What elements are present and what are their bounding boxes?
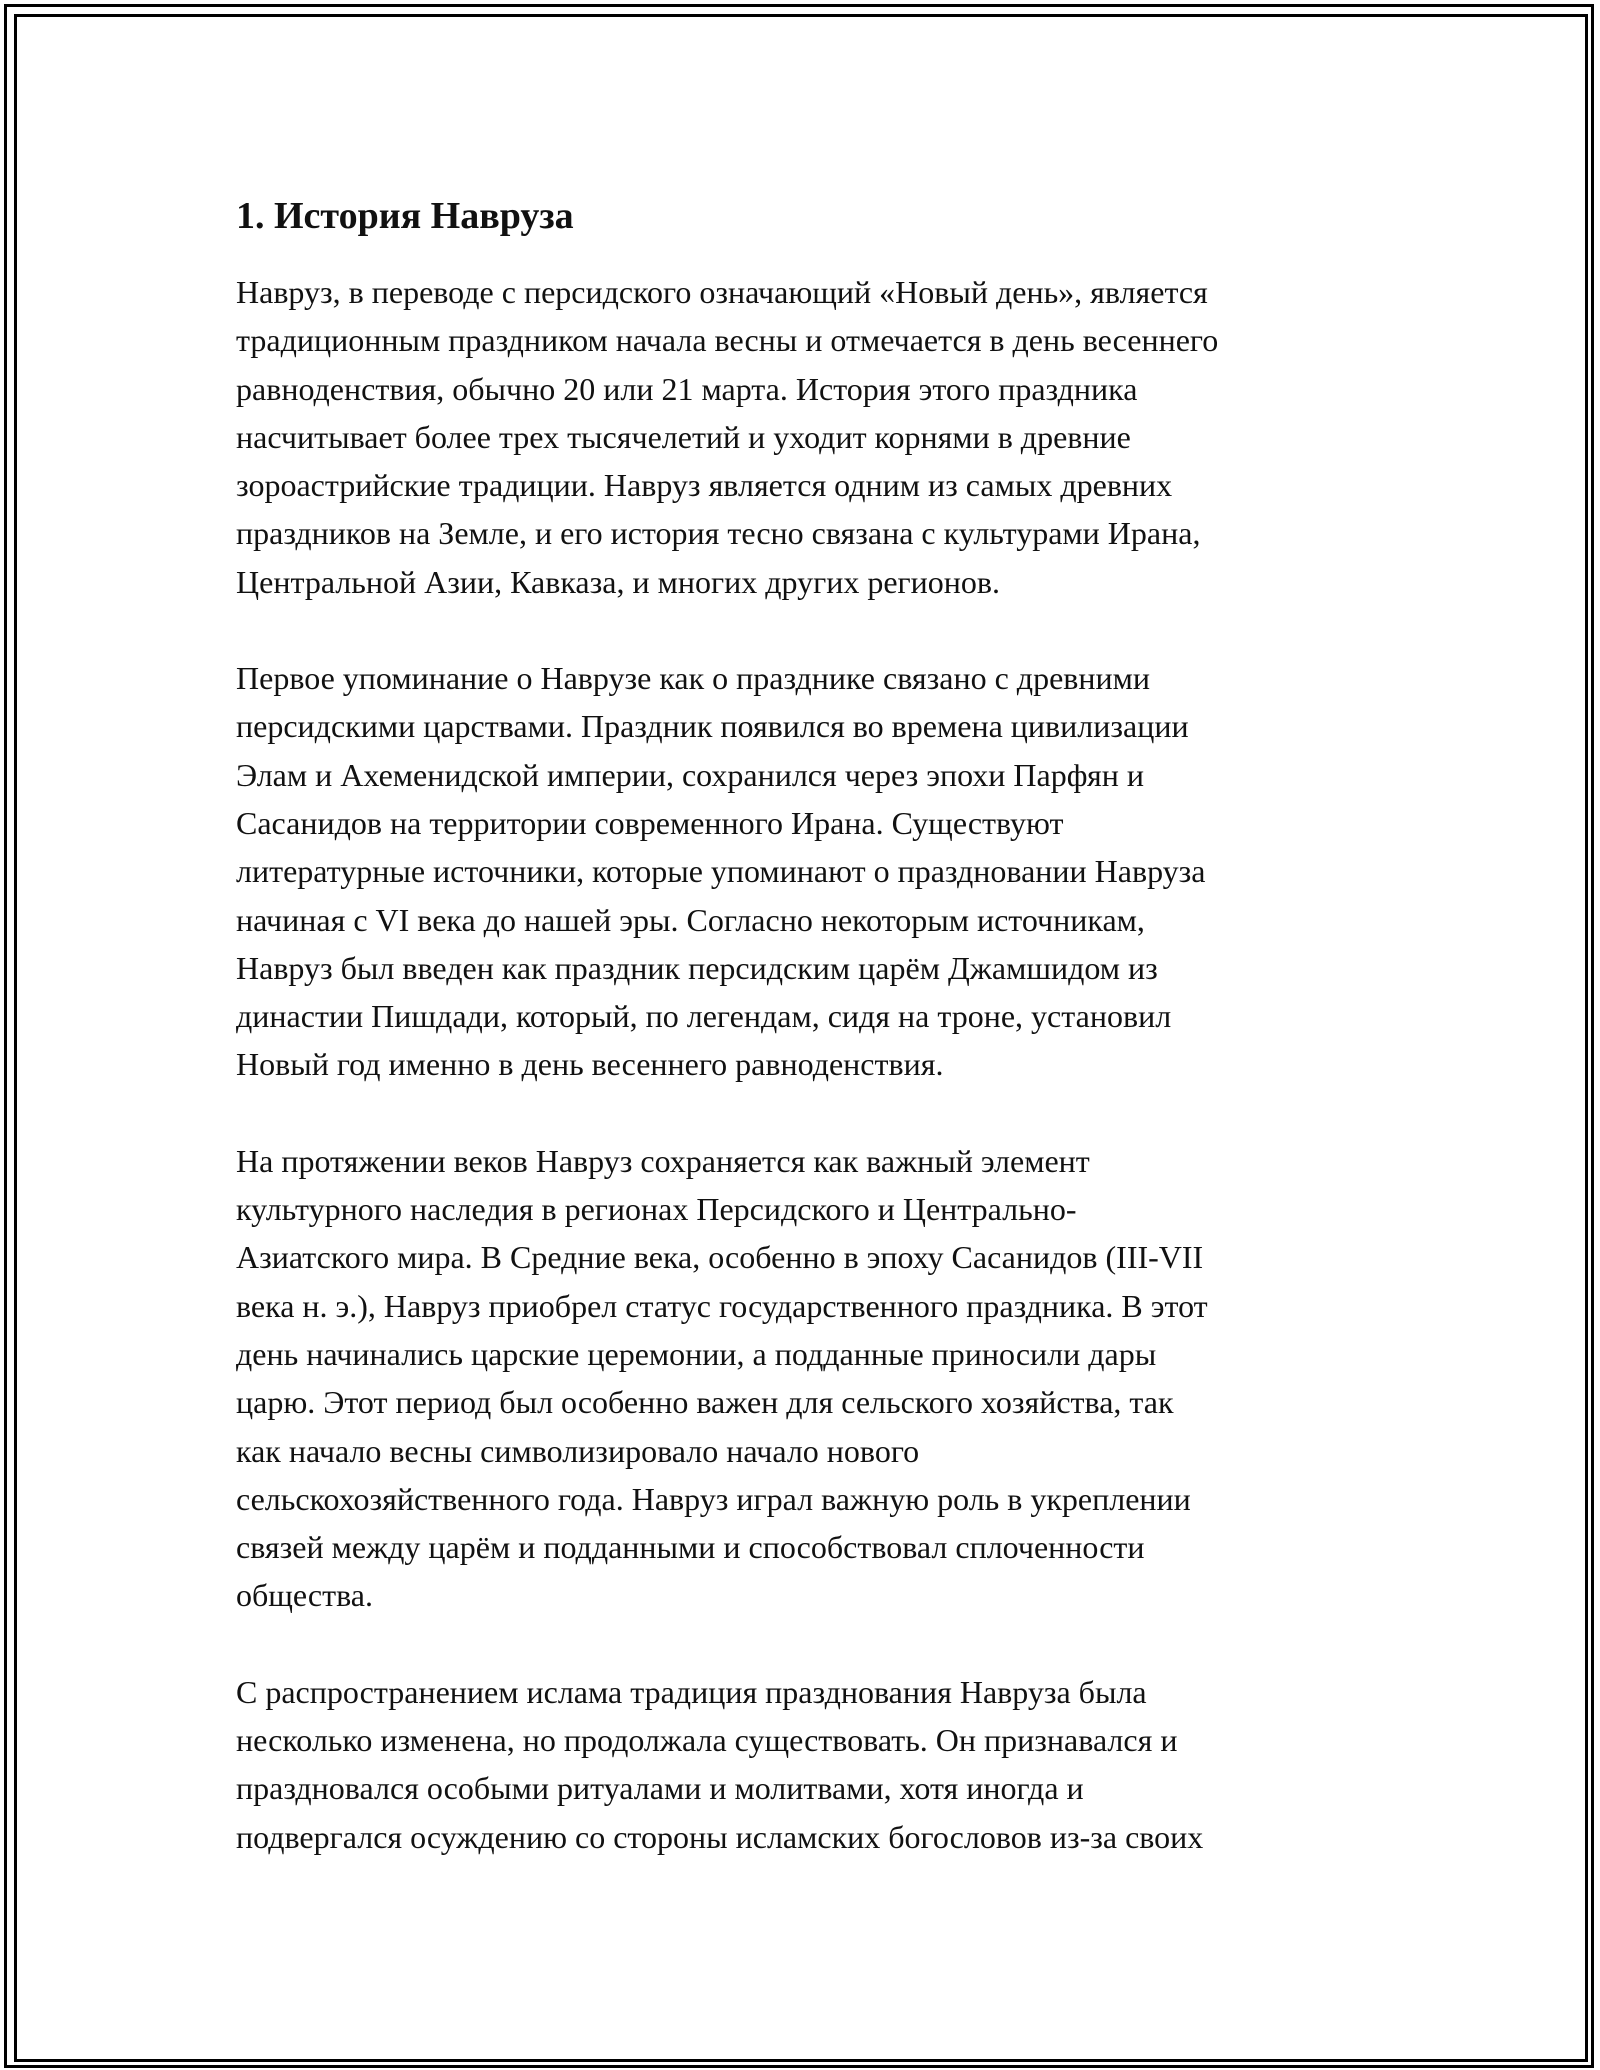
document-page — [236, 190, 1376, 1909]
text-line: праздников на Земле, и его история тесно связана с культурами Ирана, — [236, 515, 1201, 552]
text-line: сельскохозяйственного года. Навруз играл важную роль в укреплении — [236, 1480, 1191, 1517]
text-line: зороастрийские традиции. Навруз является одним из самых древних — [236, 467, 1173, 504]
text-line: Навруз, в переводе с персидского означающий «Новый день», является — [236, 274, 1208, 310]
text-line: праздновался особыми ритуалами и молитвами, хотя иногда и — [236, 1770, 1084, 1807]
text-line: Азиатского мира. В Средние века, особенно в эпоху Сасанидов (III-VII — [236, 1239, 1204, 1276]
text-line: Новый год именно в день весеннего равноденствия. — [236, 1046, 944, 1083]
text-line: Сасанидов на территории современного Ирана. Существуют — [236, 804, 1064, 841]
paragraph-4 — [236, 1668, 1376, 1861]
text-line: Первое упоминание о Наврузе как о празднике связано с древними — [236, 660, 1150, 697]
text-line: литературные источники, которые упоминают о праздновании Навруза — [236, 853, 1206, 890]
text-line: несколько изменена, но продолжала существовать. Он признавался и — [236, 1722, 1178, 1759]
section-heading: 1. История Навруза — [236, 195, 574, 237]
text-line: династии Пишдади, который, по легендам, сидя на троне, установил — [236, 998, 1172, 1035]
text-line: подвергался осуждению со стороны исламских богословов из-за своих — [236, 1818, 1204, 1855]
text-line: С распространением ислама традиция празднования Навруза была — [236, 1673, 1147, 1710]
text-line: начиная с VI века до нашей эры. Согласно некоторым источникам, — [236, 901, 1145, 938]
paragraph-3 — [236, 1137, 1376, 1620]
text-line: персидскими царствами. Праздник появился во времена цивилизации — [236, 708, 1189, 745]
text-line: Элам и Ахеменидской империи, сохранился через эпохи Парфян и — [236, 756, 1145, 793]
text-line: традиционным праздником начала весны и отмечается в день весеннего — [236, 322, 1219, 359]
text-line: общества. — [236, 1577, 373, 1614]
text-line: века н. э.), Навруз приобрел статус государственного праздника. В этот — [236, 1287, 1208, 1324]
text-line: Центральной Азии, Кавказа, и многих других регионов. — [236, 563, 1000, 600]
text-line: насчитывает более трех тысячелетий и уходит корнями в древние — [236, 418, 1131, 455]
paragraph-2 — [236, 654, 1376, 1089]
text-line: царю. Этот период был особенно важен для сельского хозяйства, так — [236, 1384, 1174, 1421]
text-line: Навруз был введен как праздник персидским царём Джамшидом из — [236, 949, 1158, 986]
paragraph-1 — [236, 268, 1376, 606]
text-line: На протяжении веков Навруз сохраняется как важный элемент — [236, 1142, 1090, 1179]
text-line: культурного наследия в регионах Персидского и Центрально- — [236, 1191, 1077, 1228]
text-line: как начало весны символизировало начало нового — [236, 1432, 920, 1469]
text-line: связей между царём и подданными и способствовал сплоченности — [236, 1529, 1145, 1566]
text-line: равноденствия, обычно 20 или 21 марта. История этого праздника — [236, 370, 1138, 407]
text-line: день начинались царские церемонии, а подданные приносили дары — [236, 1335, 1157, 1372]
